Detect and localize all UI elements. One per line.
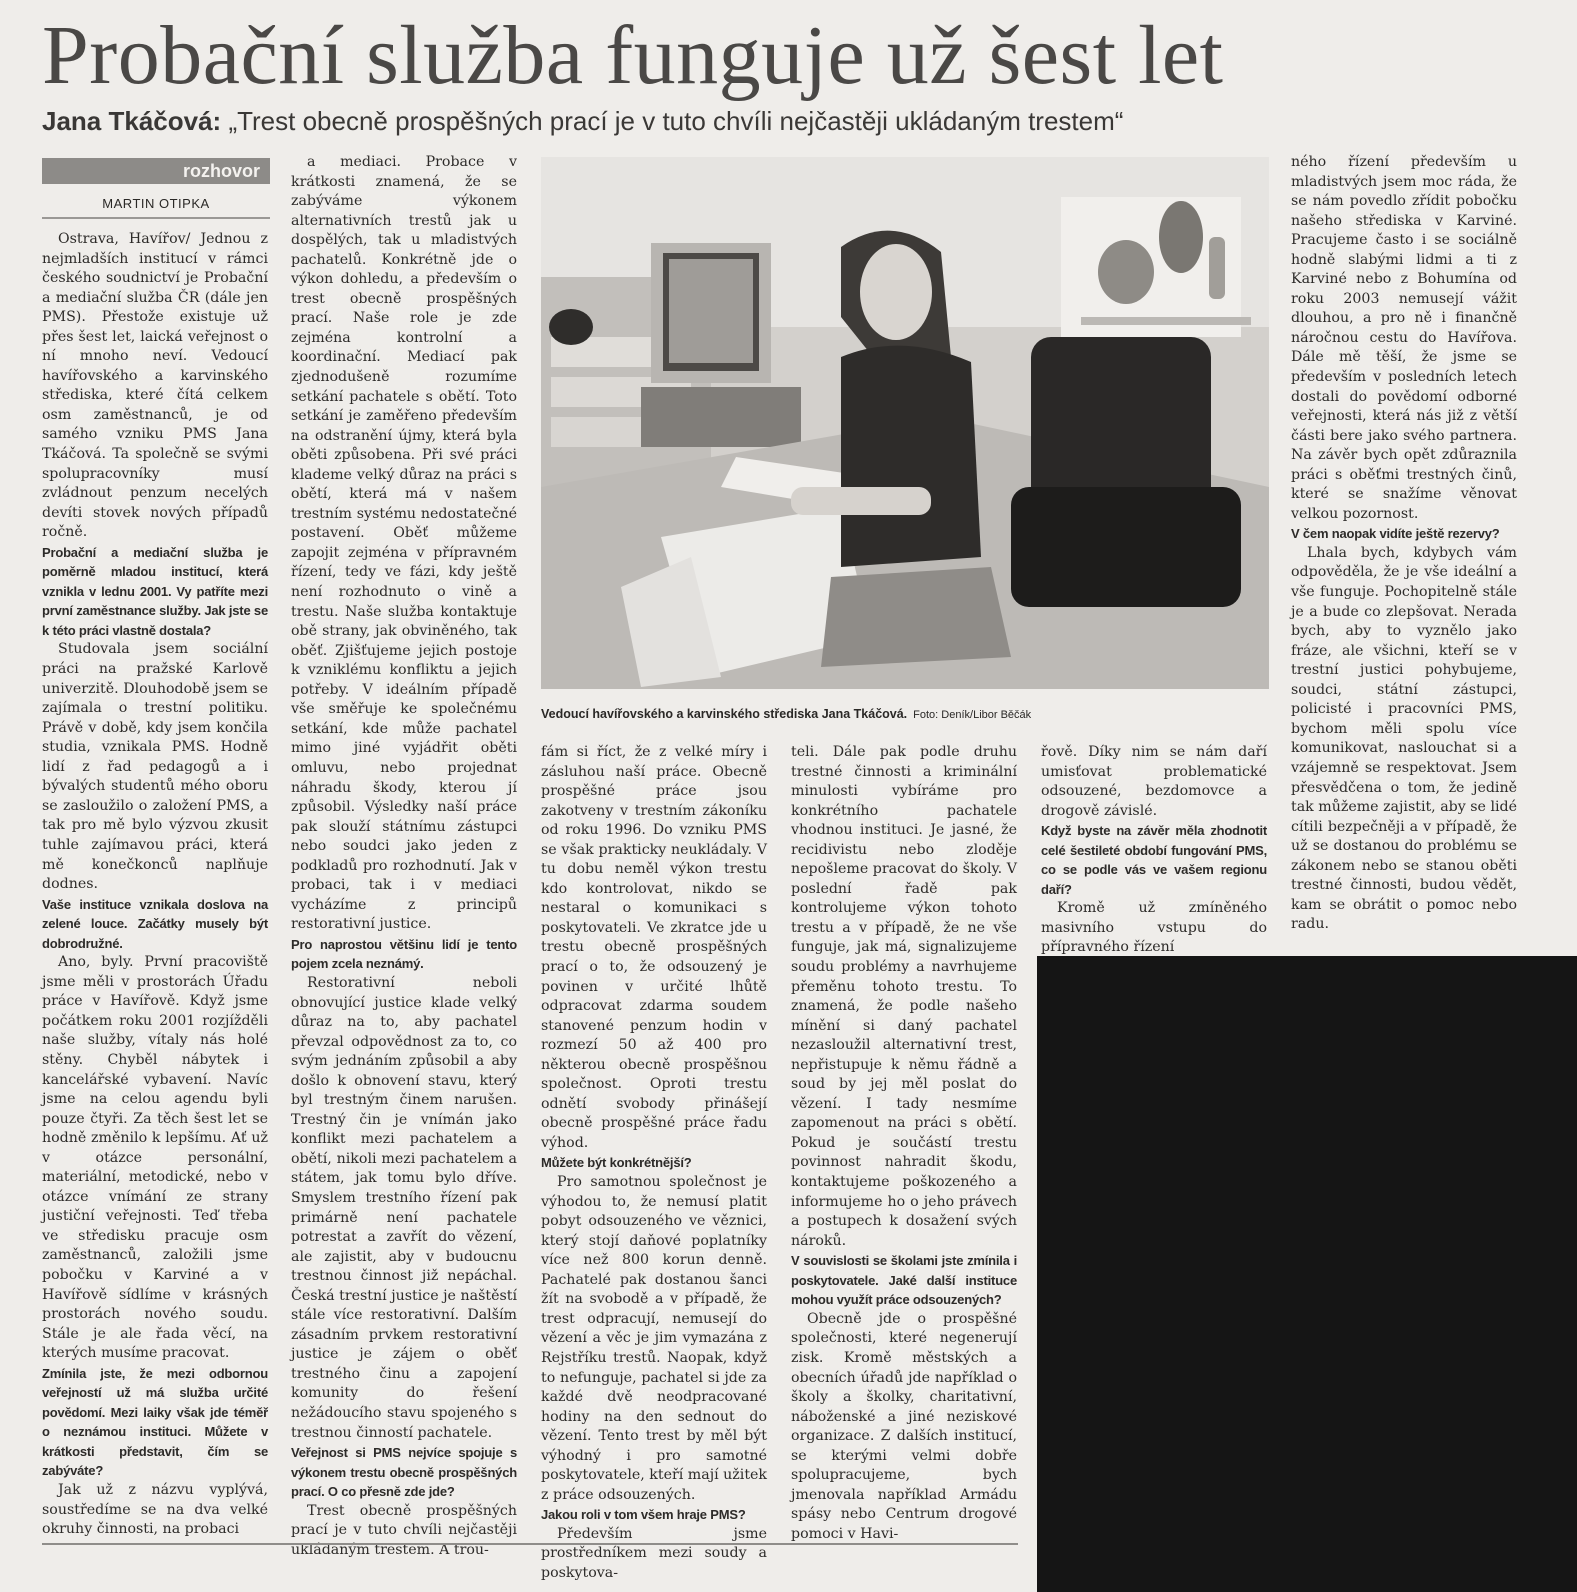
answer-paragraph: Restorativní neboli obnovující justice klade velký důraz na to, aby pachatel převzal odpovědnost za to, co svým jednáním způsobil a aby došlo k obnovení stavu, který byl trestným činem narušen. Trestný čin je vnímán jako konflikt mezi pachatelem a obětí, nikoli mezi pachatelem a státem, jak tomu bylo dříve. Smyslem trestního řízení pak primárně není pachatele potrestat a zavřít do vězení, ale zajistit, aby v budoucnu trestnou činnost již nepáchal. Česká trestní justice je naštěstí stále více restorativní. Dalším zásadním prvkem restorativní justice je zájem o oběť trestného činu a zapojení komunity do řešení nežádoucího stavu spojeného s trestnou činností pachatele. — [291, 974, 517, 1441]
answer-paragraph: řově. Díky nim se nám daří umisťovat problematické odsouzené, bezdomovce a drogově závislé. — [1041, 744, 1267, 819]
text-column-1 — [42, 230, 268, 1538]
interview-question: Veřejnost si PMS nejvíce spojuje s výkonem trestu obecně prospěšných prací. O co přesně zde jde? — [291, 1445, 517, 1500]
photo-credit: Foto: Deník/Libor Běčák — [913, 709, 1032, 721]
interview-question: Vaše instituce vznikala doslova na zelené louce. Začátky musely být dobrodružné. — [42, 896, 268, 951]
interview-question: V souvislosti se školami jste zmínila i poskytovatele. Jaké další instituce mohou využít práce odsouzených? — [791, 1253, 1017, 1308]
text-column-5 — [1041, 743, 1267, 956]
answer-paragraph: ného řízení především u mladistvých jsem moc ráda, že se nám povedlo zřídit pobočku našeho střediska v Karviné. Pracujeme často i se sociálně hodně slabými lidmi a ti z Karviné nebo z Bohumína od roku 2003 nemusejí vážit dlouhou, a pro ně i finančně náročnou cestu do Havířova. Dále mě těší, že jsme se především v posledních letech dostali do povědomí odborné veřejnosti, která nás již z větší části bere jako svého partnera. Na závěr bych opět zdůraznila práci s oběťmi trestných činů, které se snažíme věnovat velkou pozornost. — [1291, 154, 1517, 522]
answer-paragraph: Ano, byly. První pracoviště jsme měli v prostorách Úřadu práce v Havířově. Když jsme počátkem roku 2001 rozjížděli naše služby, vítaly nás holé stěny. Chyběl nábytek i kancelářské vybavení. Navíc jsme na celou agendu byli pouze čtyři. Za těch šest let se hodně změnilo k lepšímu. Ať už v otázce personální, materiální, metodické, nebo v otázce vnímání ze strany justiční veřejnosti. Teď třeba ve středisku pracuje osm zaměstnanců, založili jsme pobočku v Karviné a v Havířově sídlíme v krásných prostorách nového soudu. Stále je ale řada věcí, na kterých musíme pracovat. — [42, 954, 268, 1362]
subhead-interviewee: Jana Tkáčová: — [42, 106, 222, 136]
answer-paragraph: Kromě už zmíněného masivního vstupu do přípravného řízení — [1041, 900, 1267, 956]
answer-paragraph: Především jsme prostředníkem mezi soudy a poskytova- — [541, 1525, 767, 1581]
answer-paragraph: Jak už z názvu vyplývá, soustředíme se na dva velké okruhy činnosti, na probaci — [42, 1482, 268, 1538]
answer-paragraph: Obecně jde o prospěšné společnosti, které negenerují zisk. Kromě městských a obecních úřadů jde například o školy a školky, charitativní, náboženské a jiné neziskové organizace. Z dalších institucí, se kterými velmi dobře spolupracujeme, bych jmenovala například Armádu spásy nebo Centrum drogové pomoci v Havi- — [791, 1310, 1017, 1542]
office-portrait-image — [541, 157, 1269, 689]
subheadline — [42, 104, 1342, 138]
interview-question: Zmínila jste, že mezi odbornou veřejností už má služba určité povědomí. Mezi laiky však jde téměř o neznámou instituci. Můžete v krátkosti představit, čím se zabýváte? — [42, 1365, 268, 1479]
interview-photo — [541, 157, 1269, 689]
bottom-rule — [42, 1543, 1018, 1545]
answer-paragraph: fám si říct, že z velké míry i zásluhou naší práce. Obecně prospěšné práce jsou zakotveny v trestním zákoníku od roku 1996. Do vzniku PMS se však prakticky neukládaly. V tu dobu neměl výkon trestu kdo kontrolovat, nikdo se nestaral o komunikaci s poskytovateli. Ve zkratce jde u trestu obecně prospěšných prací o to, že odsouzený je povinen v určité lhůtě odpracovat zdarma soudem stanovené penzum hodin v rozmezí 50 až 400 pro některou obecně prospěšnou společnost. Oproti trestu odnětí svobody přinášejí obecně prospěšné práce řadu výhod. — [541, 744, 767, 1151]
text-column-3 — [541, 743, 768, 1581]
headline: Probační služba funguje už šest let — [42, 9, 1224, 102]
interview-question: Jakou roli v tom všem hraje PMS? — [541, 1507, 746, 1523]
interview-question: V čem naopak vidíte ještě rezervy? — [1291, 526, 1500, 542]
text-column-4 — [791, 743, 1017, 1542]
answer-paragraph: Ostrava, Havířov/ Jednou z nejmladších institucí v rámci českého soudnictví je Probační a mediační služba ČR (dále jen PMS). Přestože existuje už přes šest let, laická veřejnost o ní mnoho neví. Vedoucí havířovského a karvinského střediska, které čítá celkem osm zaměstnanců, je od samého vzniku PMS Jana Tkáčová. Ta společně se svými spolupracovníky musí zvládnout penzum necelých devíti stovek nových případů ročně. — [42, 231, 268, 541]
interview-question: Můžete být konkrétnější? — [541, 1155, 692, 1171]
section-kicker: rozhovor — [42, 158, 270, 184]
interview-question: Když byste na závěr měla zhodnotit celé šestileté období fungování PMS, co se podle vás ve vašem regionu daří? — [1041, 823, 1267, 897]
subhead-quote: „Trest obecně prospěšných prací je v tuto chvíli nejčastěji ukládaným trestem“ — [221, 106, 1124, 136]
answer-paragraph: Lhala bych, kdybych vám odpověděla, že je vše ideální a vše funguje. Pochopitelně stále je a bude co zlepšovat. Nerada bych, aby to vyznělo jako fráze, ale všichni, kteří se v trestní justici pohybujeme, soudci, státní zástupci, policisté i pracovníci PMS, bychom měli spolu více komunikovat, naslouchat si a vzájemně se respektovat. Jsem přesvědčena o tom, že jedině tak můžeme zajistit, aby se lidé cítili bezpečněji a v případě, že už se dostanou do problému se zákonem nebo se stanou oběti trestné činnosti, budou vědět, kam se obrátit o pomoc nebo radu. — [1291, 544, 1518, 933]
text-column-2 — [291, 153, 517, 1558]
answer-paragraph: Studovala jsem sociální práci na pražské Karlově univerzitě. Dlouhodobě jsem se zajímala o trestní politiku. Právě v době, kdy jsem končila studia, vznikala PMS. Hodně lidí z řad pedagogů a i bývalých studentů mého oboru se zasloužilo o založení PMS, a tak pro mě bylo výzvou zkusit tuhle zajímavou práci, která mě konečkonců naplňuje dodnes. — [42, 641, 268, 893]
byline: MARTIN OTIPKA — [42, 193, 270, 219]
text-column-6 — [1291, 153, 1517, 943]
answer-paragraph: a mediaci. Probace v krátkosti znamená, že se zabýváme výkonem alternativních trestů jak u dospělých, tak u mladistvých pachatelů. Konkrétně jde o výkon dohledu, a především o trest obecně prospěšných prací. Naše role je zde zejména kontrolní a koordinační. Mediací pak zjednodušeně rozumíme setkání pachatele s obětí. Toto setkání je zaměřeno především na odstranění újmy, která byla oběti způsobena. Při své práci klademe velký důraz na práci s obětí, která má v našem trestním systému nedostatečné postavení. Oběť můžeme zapojit zejména v přípravném řízení, tedy ve fázi, kdy ještě není rozhodnuto o vině a trestu. Naše služba kontaktuje obě strany, jak obviněného, tak oběť. Zjišťujeme jejich postoje k vzniklému konfliktu a jejich potřeby. V ideálním případě vše směřuje ke společnému setkání, kde může pachatel mimo jiné vyjádřit oběti omluvu, nebo projednat náhradu škody, kterou jí způsobil. Výsledky naší práce pak slouží státnímu zástupci nebo soudci jako jeden z podkladů pro rozhodnutí. Jak v probaci, tak i v mediaci vycházíme z principů restorativní justice. — [291, 154, 517, 933]
caption-text: Vedoucí havířovského a karvinského střediska Jana Tkáčová. — [541, 707, 908, 721]
answer-paragraph: Trest obecně prospěšných prací je v tuto chvíli nejčastěji ukládaným trestem. A trou- — [291, 1502, 517, 1558]
black-scan-area — [1037, 956, 1577, 1592]
answer-paragraph: Pro samotnou společnost je výhodou to, že nemusí platit pobyt odsouzeného ve věznici, který stojí daňové poplatníky více než 800 korun denně. Pachatelé pak dostanou šanci žít na svobodě a v případě, že trest odpracují, nemusejí do vězení a věc je jim vymazána z Rejstříku trestů. Naopak, když to nefunguje, pachatel si jde za každé dvě neodpracované hodiny na den sednout do vězení. Tento trest by měl být výhodný i pro samotné poskytovatele, kteří mají užitek z práce odsouzených. — [541, 1174, 768, 1503]
interview-question: Probační a mediační služba je poměrně mladou institucí, která vznikla v lednu 2001. Vy patříte mezi první zaměstnance služby. Jak jste se k této práci vlastně dostala? — [42, 544, 268, 638]
photo-caption — [541, 703, 1269, 725]
answer-paragraph: teli. Dále pak podle druhu trestné činnosti a kriminální minulosti vybíráme pro konkrétního pachatele vhodnou instituci. Je jasné, že recidivistu nebo zloděje nepošleme pracovat do školy. V poslední řadě pak kontrolujeme výkon tohoto trestu a v případě, že ne vše funguje, jak má, signalizujeme soudu problémy a navrhujeme přeměnu tohoto trestu. To znamená, že podle našeho mínění si daný pachatel nezasloužil alternativní trest, nepřistupuje k němu řádně a soud by jej měl poslat do vězení. I tady nesmíme zapomenout na práci s obětí. Pokud je součástí trestu povinnost nahradit škodu, kontaktujeme poškozeného a informujeme ho o jeho právech a postupech k dosažení svých nároků. — [791, 744, 1017, 1249]
interview-question: Pro naprostou většinu lidí je tento pojem zcela neznámý. — [291, 936, 517, 972]
